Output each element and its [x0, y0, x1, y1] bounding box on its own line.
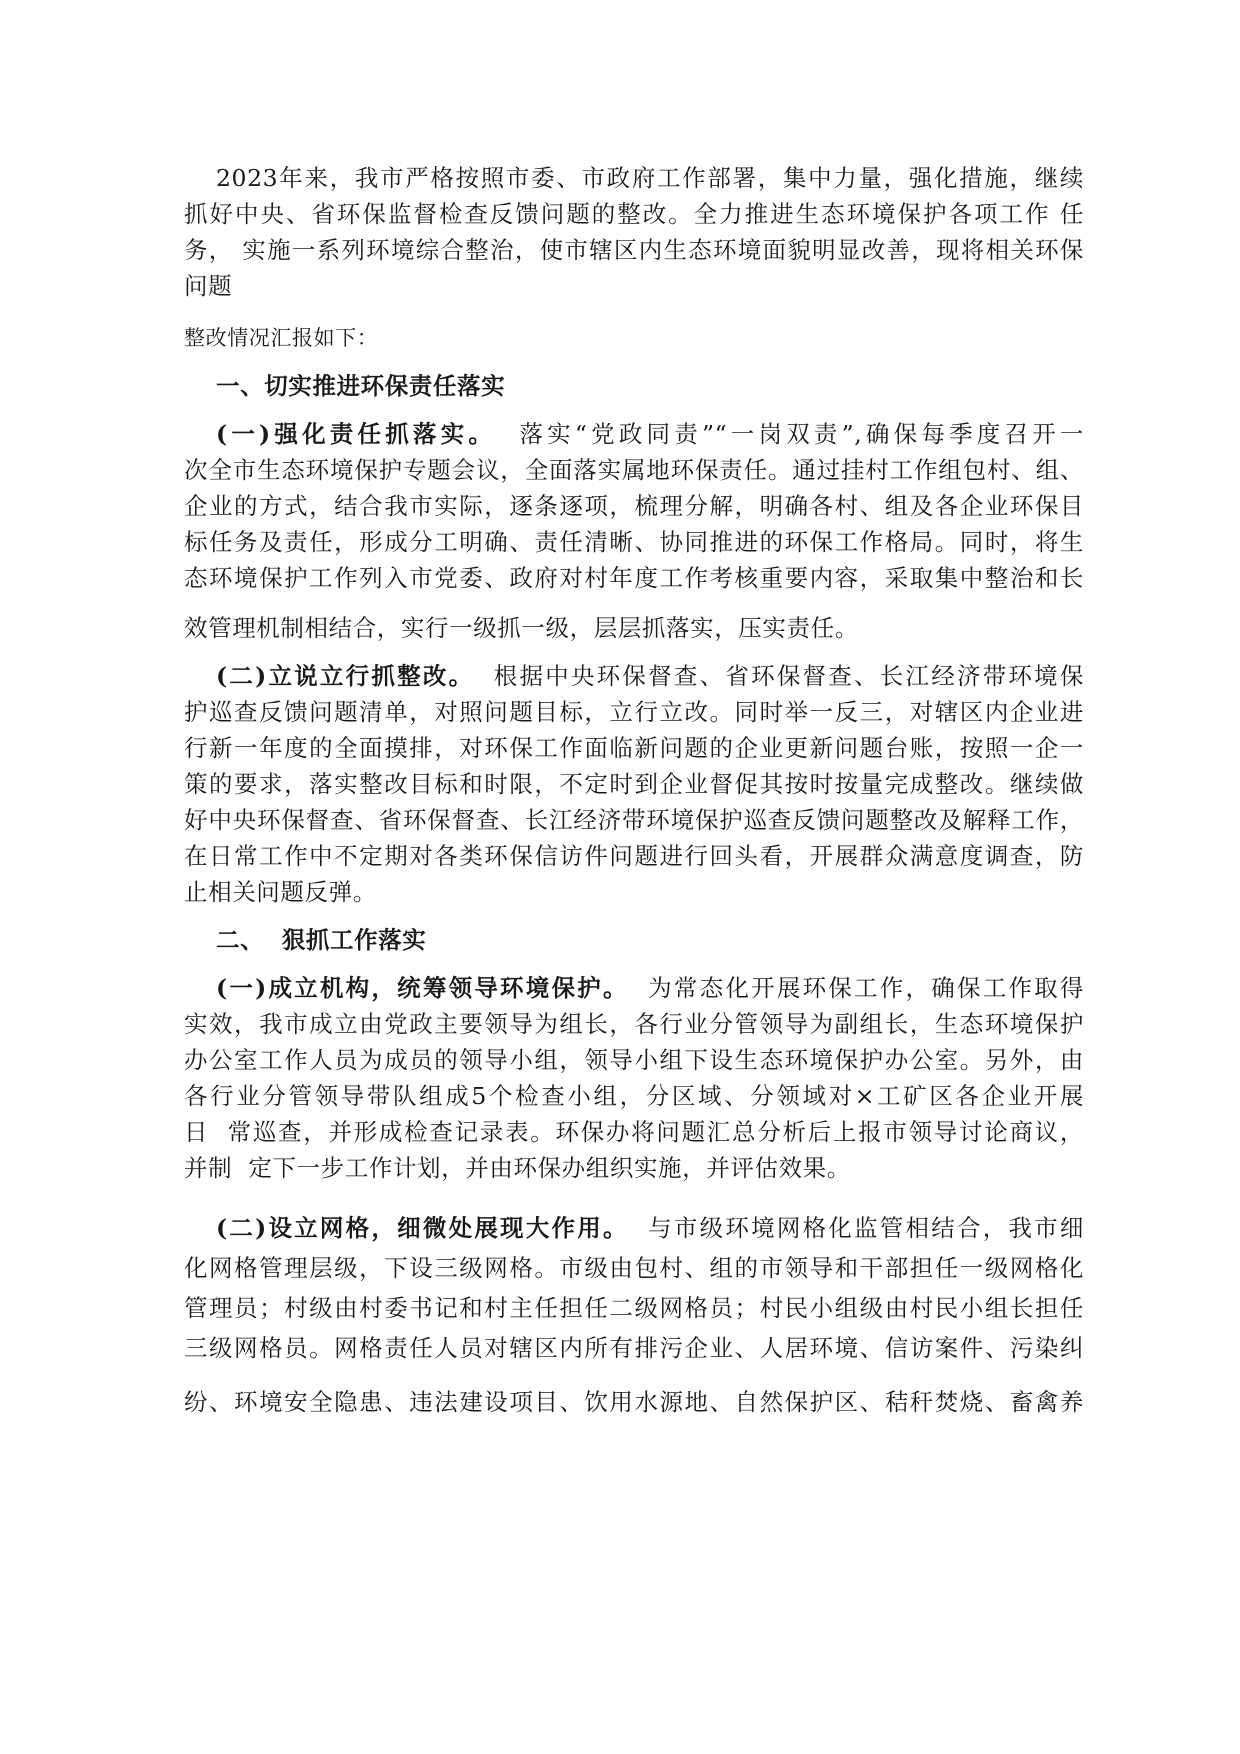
section2-p1-line-5: 日 常巡查，并形成检查记录表。环保办将问题汇总分析后上报市领导讨论商议，: [184, 1118, 1084, 1146]
section1-p2-line-6: 在日常工作中不定期对各类环保信访件问题进行回头看，开展群众满意度调查，防: [184, 842, 1084, 870]
section1-p1-line-5: 态环境保护工作列入市党委、政府对村年度工作考核重要内容，采取集中整治和长: [184, 564, 1084, 592]
intro-line-4: 问题: [184, 272, 233, 300]
section1-p1-line-1: [216, 416, 1084, 452]
section2-p1-line-2: 实效，我市成立由党政主要领导为组长，各行业分管领导为副组长，生态环境保护: [184, 1010, 1084, 1038]
section1-p1-line-1-rest: 落实“党政同责”“一岗双责”,确保每季度召开一: [519, 420, 1085, 448]
intro-line-1: 2023年来，我市严格按照市委、市政府工作部署，集中力量，强化措施，继续: [216, 164, 1084, 192]
section1-p2-line-3: 行新一年度的全面摸排，对环保工作面临新问题的企业更新问题台账，按照一企一: [184, 734, 1084, 762]
section2-p2-line-4: 三级网格员。网格责任人员对辖区内所有排污企业、人居环境、信访案件、污染纠: [184, 1334, 1084, 1362]
section1-p2-line-4: 策的要求，落实整改目标和时限，不定时到企业督促其按时按量完成整改。继续做: [184, 770, 1084, 798]
section1-p1-lead: (一)强化责任抓落实。: [216, 420, 497, 448]
section1-p2-line-2: 护巡查反馈问题清单，对照问题目标，立行立改。同时举一反三，对辖区内企业进: [184, 698, 1084, 726]
section2-p1-line-4: 各行业分管领导带队组成5个检查小组，分区域、分领域对×工矿区各企业开展: [184, 1082, 1084, 1110]
section1-p2-line-1: [216, 658, 1084, 694]
section2-heading: 二、 狠抓工作落实: [216, 926, 427, 954]
section2-p2-line-5: 纷、环境安全隐患、违法建设项目、饮用水源地、自然保护区、秸秆焚烧、畜禽养: [184, 1388, 1084, 1416]
section2-p1-lead: (一)成立机构，统筹领导环境保护。: [216, 974, 629, 1002]
section2-p2-line-3: 管理员；村级由村委书记和村主任担任二级网格员；村民小组级由村民小组长担任: [184, 1294, 1084, 1322]
section2-p2-line-1-rest: 与市级环境网格化监管相结合，我市细: [648, 1214, 1085, 1242]
section2-p2-lead: (二)设立网格，细微处展现大作用。: [216, 1214, 629, 1242]
section2-p1-line-1: [216, 970, 1084, 1006]
section2-p1-line-1-rest: 为常态化开展环保工作，确保工作取得: [648, 974, 1085, 1002]
section1-p1-line-3: 企业的方式，结合我市实际，逐条逐项，梳理分解，明确各村、组及各企业环保目: [184, 492, 1084, 520]
section1-p2-line-5: 好中央环保督查、省环保督查、长江经济带环境保护巡查反馈问题整改及解释工作，: [184, 806, 1084, 834]
section1-p1-line-4: 标任务及责任，形成分工明确、责任清晰、协同推进的环保工作格局。同时，将生: [184, 528, 1084, 556]
section1-p2-line-7: 止相关问题反弹。: [184, 878, 377, 906]
section1-p2-lead: (二)立说立行抓整改。: [216, 662, 475, 690]
intro-line-3: 务， 实施一系列环境综合整治，使市辖区内生态环境面貌明显改善，现将相关环保: [184, 236, 1084, 264]
section2-p2-line-1: [216, 1210, 1084, 1246]
section1-p1-line-2: 次全市生态环境保护专题会议，全面落实属地环保责任。通过挂村工作组包村、组、: [184, 456, 1084, 484]
intro-line-5: 整改情况汇报如下：: [184, 326, 379, 350]
section2-p2-line-2: 化网格管理层级，下设三级网格。市级由包村、组的市领导和干部担任一级网格化: [184, 1254, 1084, 1282]
section2-p1-line-6: 并制 定下一步工作计划，并由环保办组织实施，并评估效果。: [184, 1154, 851, 1182]
intro-line-2: 抓好中央、省环保监督检查反馈问题的整改。全力推进生态环境保护各项工作 任: [184, 200, 1084, 228]
section2-p1-line-3: 办公室工作人员为成员的领导小组，领导小组下设生态环境保护办公室。另外，由: [184, 1046, 1084, 1074]
section1-p1-line-6: 效管理机制相结合，实行一级抓一级，层层抓落实，压实责任。: [184, 614, 859, 642]
section1-heading: 一、切实推进环保责任落实: [216, 372, 506, 400]
section1-p2-line-1-rest: 根据中央环保督查、省环保督查、长江经济带环境保: [493, 662, 1085, 690]
